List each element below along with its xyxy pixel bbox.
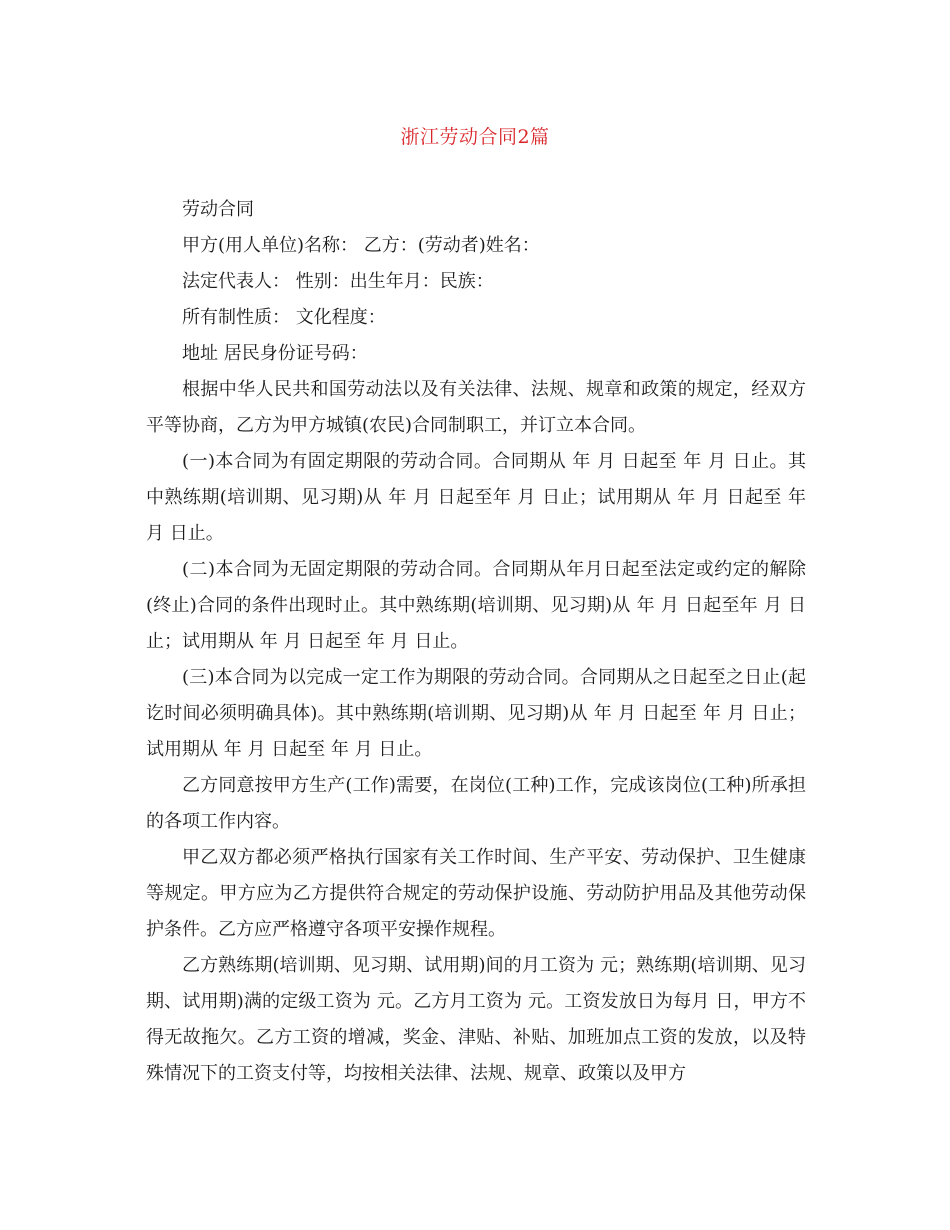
document-title: 浙江劳动合同2篇 xyxy=(400,126,550,148)
paragraph-job-duties: 乙方同意按甲方生产(工作)需要，在岗位(工种)工作，完成该岗位(工种)所承担的各项工作内容。 xyxy=(146,775,806,832)
paragraph-clause-1: (一)本合同为有固定期限的劳动合同。合同期从 年 月 日起至 年 月 日止。其中熟练期(培训期、见习期)从 年 月 日起至年 月 日止；试用期从 年 月 日起至 年 月 日止。 xyxy=(146,451,806,544)
paragraph-clause-2: (二)本合同为无固定期限的劳动合同。合同期从年月日起至法定或约定的解除(终止)合同的条件出现时止。其中熟练期(培训期、见习期)从 年 月 日起至年 月 日止；试用期从 年 月 日起至 年 月 日止。 xyxy=(146,559,806,652)
paragraph-wages: 乙方熟练期(培训期、见习期、试用期)间的月工资为 元；熟练期(培训期、见习期、试用期)满的定级工资为 元。乙方月工资为 元。工资发放日为每月 日，甲方不得无故拖欠。乙方工资的增减，奖金、津贴、补贴、加班加点工资的发放，以及特殊情况下的工资支付等，均按相关法律、法规、规章、政策以及甲方 xyxy=(146,955,806,1084)
paragraph-legal-representative: 法定代表人： 性别：出生年月：民族： xyxy=(182,271,494,292)
paragraph-party-a-name: 甲方(用人单位)名称： 乙方：(劳动者)姓名： xyxy=(182,235,540,256)
paragraph-ownership: 所有制性质： 文化程度： xyxy=(182,307,386,328)
paragraph-clause-3: (三)本合同为以完成一定工作为期限的劳动合同。合同期从之日起至之日止(起讫时间必须明确具体)。其中熟练期(培训期、见习期)从 年 月 日起至 年 月 日止；试用期从 年 月 日起至 年 月 日止。 xyxy=(146,667,806,760)
paragraph-safety: 甲乙双方都必须严格执行国家有关工作时间、生产平安、劳动保护、卫生健康等规定。甲方应为乙方提供符合规定的劳动保护设施、劳动防护用品及其他劳动保护条件。乙方应严格遵守各项平安操作规程。 xyxy=(146,847,806,940)
paragraph-preamble: 根据中华人民共和国劳动法以及有关法律、法规、规章和政策的规定，经双方平等协商，乙方为甲方城镇(农民)合同制职工，并订立本合同。 xyxy=(146,379,806,436)
paragraph-address: 地址 居民身份证号码： xyxy=(182,343,368,364)
paragraph-heading: 劳动合同 xyxy=(182,199,254,220)
document-body xyxy=(146,192,806,1092)
